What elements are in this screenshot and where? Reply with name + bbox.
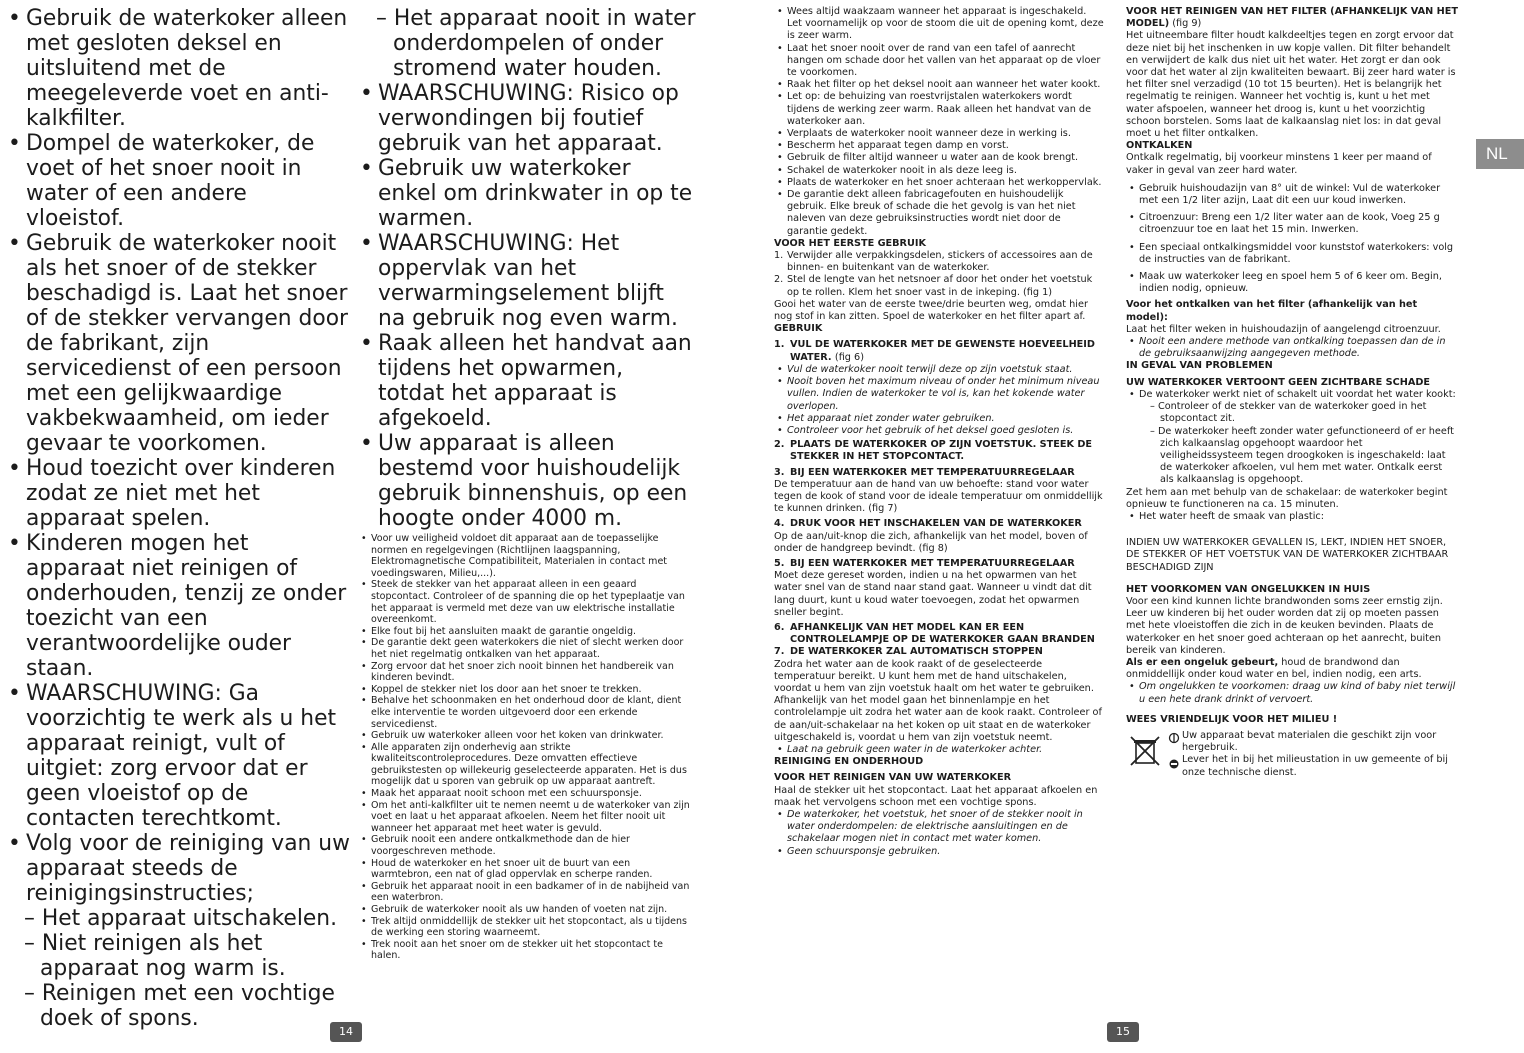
cleaning-step: – Het apparaat uitschakelen. [24, 906, 338, 931]
page-number-14: 14 [330, 1022, 362, 1042]
page14-column2 [360, 6, 696, 1006]
step-5-text: Moet deze gereset worden, indien u na het opwarmen van het water snel van de stand naar stand gaat. Wanneer u vindt dat dit lang duurt, kunt u koud water toevoegen, zodat het opwarmen sneller begint. [774, 570, 1092, 618]
list-item: • Uw apparaat is alleen bestemd voor huishoudelijk gebruik binnenshuis, op een hoogte onder 4000 m. [360, 431, 696, 531]
step-3-title: 3. BIJ EEN WATERKOKER MET TEMPERATUURREGELAAR [774, 466, 1075, 478]
safety-list-small [360, 533, 690, 962]
check-item: – Controleer of de stekker van de waterkoker goed in het stopcontact zit. [1150, 401, 1427, 425]
page14-column1 [8, 6, 350, 1031]
damaged-heading: INDIEN UW WATERKOKER GEVALLEN IS, LEKT, INDIEN HET SNOER, DE STEKKER OF HET VOETSTUK VAN DE WATERKOKER ZICHTBAAR BESCHADIGD ZIJN [1126, 537, 1449, 573]
cleaning-step: – Niet reinigen als het apparaat nog warm is. [24, 931, 286, 981]
safety-list-continued [774, 6, 1104, 238]
list-item: • Maak het apparaat nooit schoon met een schuursponsje. [360, 788, 690, 800]
descale-filter-note [1126, 336, 1458, 360]
list-item: • Schakel de waterkoker nooit in als deze leeg is. [774, 165, 1104, 177]
list-item: • Alle apparaten zijn onderhevig aan strikte kwaliteitscontroleprocedures. Deze omvatten effectieve gebruikstesten op willekeurig geselecteerde apparaten. Het is dus mogelijk dat u sporen van gebruik op uw apparaat aantreft. [360, 742, 690, 788]
step-7-title: 7. DE WATERKOKER ZAL AUTOMATISCH STOPPEN [774, 646, 1043, 658]
list-item: • Citroenzuur: Breng een 1/2 liter water aan de kook, Voeg 25 g citroenzuur toe en laat het 15 min. Inwerken. [1126, 212, 1458, 236]
list-item: • Een speciaal ontkalkingsmiddel voor kunststof waterkokers: volg de instructies van de fabrikant. [1126, 242, 1458, 266]
environment-item: Lever het in bij het milieustation in uw gemeente of bij onze technische dienst. [1182, 754, 1448, 778]
step-4-text: Op de aan/uit-knop die zich, afhankelijk van het model, boven of onder de handgreep bevindt. (fig 8) [774, 530, 1088, 554]
descale-text: Ontkalk regelmatig, bij voorkeur minstens 1 keer per maand of vaker in geval van zeer hard water. [1126, 152, 1432, 176]
list-item: • Het apparaat niet zonder water gebruiken. [774, 413, 1104, 425]
list-item: • Gebruik het apparaat nooit in een badkamer of in de nabijheid van een waterbron. [360, 881, 690, 904]
environment-item: Uw apparaat bevat materialen die geschikt zijn voor hergebruik. [1182, 729, 1437, 754]
list-item: • WAARSCHUWING: Risico op verwondingen bij foutief gebruik van het apparaat. [360, 81, 696, 156]
accidents-text: Voor een kind kunnen lichte brandwonden soms zeer ernstig zijn. Leer uw kinderen bij het ouder worden dat zij op moeten passen met hete vloeistoffen die zich in de keuken bevinden. Plaats de waterkoker en het snoer goed achteraan op het aanrecht, buiten bereik van kinderen. [1126, 595, 1443, 656]
page-number-15: 15 [1107, 1022, 1139, 1042]
list-item: • Geen schuursponsje gebruiken. [774, 846, 1104, 858]
recycle-bin-icon [1128, 734, 1162, 768]
page15-column1 [774, 6, 1104, 1006]
environment-block [1126, 730, 1458, 779]
list-item: • Volg voor de reiniging van uw apparaat steeds de reinigingsinstructies; [8, 831, 350, 906]
immersion-warning: – Het apparaat nooit in water onderdompelen of onder stromend water houden. [376, 6, 696, 81]
list-item: • Steek de stekker van het apparaat alleen in een geaard stopcontact. Controleer of de spanning die op het typeplaatje van het apparaat is vermeld met deze van uw elektrische installatie overeenkomt. [360, 579, 690, 625]
list-item: • Laat na gebruik geen water in de waterkoker achter. [774, 744, 1104, 756]
step-7-note [774, 744, 1104, 756]
list-item: • Houd toezicht over kinderen zodat ze niet met het apparaat spelen. [8, 456, 350, 531]
list-item: • De garantie dekt alleen fabricagefouten en huishoudelijk gebruik. Elke breuk of schade die het gevolg is van het niet naleven van deze gebruiksinstructies wordt niet door de garantie gedekt. [774, 189, 1104, 238]
descale-methods [1126, 183, 1458, 296]
cleaning-step: – Reinigen met een vochtige doek of spons. [24, 981, 335, 1031]
list-item: • WAARSCHUWING: Ga voorzichtig te werk als u het apparaat reinigt, vult of uitgiet: zorg ervoor dat er geen vloeistof op de contacten terechtkomt. [8, 681, 350, 831]
list-item: • Gebruik de waterkoker alleen met gesloten deksel en uitsluitend met de meegeleverde voet en anti-kalkfilter. [8, 6, 350, 131]
step-1-title: 1. VUL DE WATERKOKER MET DE GEWENSTE HOEVEELHEID WATER. (fig 6) [774, 339, 1095, 363]
list-item: • Zorg ervoor dat het snoer zich nooit binnen het handbereik van kinderen bevindt. [360, 661, 690, 684]
list-item: • Controleer voor het gebruik of het deksel goed gesloten is. [774, 425, 1104, 437]
plastic-taste [1126, 511, 1458, 523]
list-item: • WAARSCHUWING: Het oppervlak van het verwarmingselement blijft na gebruik nog even warm. [360, 231, 696, 331]
list-item: • Om ongelukken te voorkomen: draag uw kind of baby niet terwijl u een hete drank drinkt of vervoert. [1126, 681, 1458, 705]
recycle-icon [1168, 732, 1180, 744]
step-5-title: 5. BIJ EEN WATERKOKER MET TEMPERATUURREGELAAR [774, 557, 1075, 569]
list-item: • Raak het filter op het deksel nooit aan wanneer het water kookt. [774, 79, 1104, 91]
plug-icon [1168, 758, 1180, 770]
accident-advice: Als er een ongeluk gebeurt, houd de brandwond dan onmiddellijk onder koud water en bel, indien nodig, een arts. [1126, 656, 1422, 681]
list-item: • Gebruik uw waterkoker alleen voor het koken van drinkwater. [360, 730, 690, 742]
cleaning-heading: REINIGING EN ONDERHOUD [774, 756, 924, 768]
cleaning-text: Haal de stekker uit het stopcontact. Laat het apparaat afkoelen en maak het vervolgens schoon met een vochtige spons. [774, 784, 1098, 808]
list-item: • Om het anti-kalkfilter uit te nemen neemt u de waterkoker van zijn voet en laat u het apparaat afkoelen. Neem het filter nooit uit wanneer het apparaat met heet water is gevuld. [360, 800, 690, 835]
list-item: • Gebruik de waterkoker nooit als het snoer of de stekker beschadigd is. Laat het snoer of de stekker vervangen door de fabrikant, zijn servicedienst of een persoon met een gelijkwaardige vakbekwaamheid, om ieder gevaar te voorkomen. [8, 231, 350, 456]
cleaning-subheading: VOOR HET REINIGEN VAN UW WATERKOKER [774, 772, 1012, 784]
safety-list-1 [8, 6, 350, 906]
list-item: • Plaats de waterkoker en het snoer achteraan het werkoppervlak. [774, 177, 1104, 189]
list-item: • Koppel de stekker niet los door aan het snoer te trekken. [360, 684, 690, 696]
list-item: • Voor uw veiligheid voldoet dit apparaat aan de toepasselijke normen en regelgevingen (Richtlijnen laagspanning, Elektromagnetische Compatibiliteit, Materialen in contact met voedingswaren, Milieu,...). [360, 533, 690, 579]
list-item: • Gebruik huishoudazijn van 8° uit de winkel: Vul de waterkoker met een 1/2 liter azijn, Laat dit een uur koud inwerken. [1126, 183, 1458, 207]
list-item: • Laat het snoer nooit over de rand van een tafel of aanrecht hangen om schade door het vallen van het apparaat op de vloer te voorkomen. [774, 43, 1104, 80]
list-item: • Nooit boven het maximum niveau of onder het minimum niveau vullen. Indien de waterkoker te vol is, kan het kokende water overlopen. [774, 376, 1104, 413]
descale-filter-text: Laat het filter weken in huishoudazijn of aangelengd citroenzuur. [1126, 323, 1441, 335]
step-2-title: 2. PLAATS DE WATERKOKER OP ZIJN VOETSTUK. STEEK DE STEKKER IN HET STOPCONTACT. [774, 439, 1093, 463]
environment-heading: WEES VRIENDELIJK VOOR HET MILIEU ! [1126, 713, 1338, 725]
no-damage-heading: UW WATERKOKER VERTOONT GEEN ZICHTBARE SCHADE [1126, 376, 1430, 388]
list-item: • Verplaats de waterkoker nooit wanneer deze in werking is. [774, 128, 1104, 140]
list-item: • Houd de waterkoker en het snoer uit de buurt van een warmtebron, een nat of glad oppervlak en scherpe randen. [360, 858, 690, 881]
step-4-title: 4. DRUK VOOR HET INSCHAKELEN VAN DE WATERKOKER [774, 518, 1082, 530]
list-item: • Trek altijd onmiddellijk de stekker uit het stopcontact, als u tijdens de werking een storing waarneemt. [360, 916, 690, 939]
list-item: • De waterkoker, het voetstuk, het snoer of de stekker nooit in water onderdompelen: de elektrische aansluitingen en de schakelaar mogen niet in contact met water komen. [774, 809, 1104, 846]
accident-note [1126, 681, 1458, 705]
list-item: • Trek nooit aan het snoer om de stekker uit het stopcontact te halen. [360, 939, 690, 962]
list-item: • Gebruik de filter altijd wanneer u water aan de kook brengt. [774, 152, 1104, 164]
first-use-note: Gooi het water van de eerste twee/drie beurten weg, omdat hier nog stof in kan zitten. Spoel de waterkoker en het filter apart af. [774, 298, 1088, 323]
accidents-heading: HET VOORKOMEN VAN ONGELUKKEN IN HUIS [1126, 583, 1371, 595]
step-7-text: Zodra het water aan de kook raakt of de geselecteerde temperatuur bereikt. U kunt hem met de hand uitschakelen, voordat u hem van zijn voetstuk haalt om het water te gebruiken. Afhankelijk van het model gaan het binnenlampje en het controlelampje uit zodra het water aan de kook raakt. Controleer of de aan/uit-schakelaar na het koken op uit staat en de waterkoker uitgeschakeld is, voordat u hem van zijn voetstuk neemt. [774, 658, 1102, 743]
use-heading: GEBRUIK [774, 323, 823, 335]
list-item: • Vul de waterkoker nooit terwijl deze op zijn voetstuk staat. [774, 364, 1104, 376]
no-damage-list [1126, 389, 1458, 401]
list-item: • Nooit een andere methode van ontkalking toepassen dan de in de gebruiksaanwijzing aangegeven methode. [1126, 336, 1458, 360]
first-use-step: 2. Stel de lengte van het netsnoer af door het onder het voetstuk op te rollen. Klem het snoer vast in de inkeping. (fig 1) [774, 274, 1093, 298]
problems-heading: IN GEVAL VAN PROBLEMEN [1126, 360, 1273, 372]
step-1-notes [774, 364, 1104, 437]
list-item: • Behalve het schoonmaken en het onderhoud door de klant, dient elke interventie te worden uitgevoerd door een erkende servicedienst. [360, 695, 690, 730]
warning-list [360, 81, 696, 531]
list-item: • Maak uw waterkoker leeg en spoel hem 5 of 6 keer om. Begin, indien nodig, opnieuw. [1126, 271, 1458, 295]
first-use-step: 1. Verwijder alle verpakkingsdelen, stickers of accessoires aan de binnen- en buitenkant van de waterkoker. [774, 250, 1093, 274]
list-item: • Kinderen mogen het apparaat niet reinigen of onderhouden, tenzij ze onder toezicht van een verantwoordelijke ouder staan. [8, 531, 350, 681]
list-item: • Gebruik uw waterkoker enkel om drinkwater in op te warmen. [360, 156, 696, 231]
page15-column2 [1126, 6, 1458, 1006]
no-damage-text: Zet hem aan met behulp van de schakelaar: de waterkoker begint opnieuw te functioneren na ca. 15 minuten. [1126, 486, 1448, 510]
descale-heading: ONTKALKEN [1126, 140, 1193, 152]
filter-text: Het uitneembare filter houdt kalkdeeltjes tegen en zorgt ervoor dat deze niet bij het inschenken in uw kopje vallen. Dit filter behandelt en verwijdert de kalk dus niet uit het water. Het zorgt er dan ook voor dat het water al zijn kwaliteiten bewaart. Bij zeer hard water is het filter snel verzadigd (10 tot 15 beurten). Het is belangrijk het regelmatig te reinigen. Wanneer het vochtig is, kunt u het met water afspoelen, wanneer het droog is, kunt u het voorzichtig schoon borstelen. Soms laat de kalkaanslag niet los: in dat geval moet u het filter ontkalken. [1126, 30, 1456, 140]
filter-heading: VOOR HET REINIGEN VAN HET FILTER (AFHANKELIJK VAN HET MODEL) (fig 9) [1126, 6, 1458, 30]
first-use-heading: VOOR HET EERSTE GEBRUIK [774, 237, 926, 249]
list-item: • De waterkoker werkt niet of schakelt uit voordat het water kookt: [1126, 389, 1458, 401]
check-item: – De waterkoker heeft zonder water gefunctioneerd of er heeft zich kalkaanslag opgehoopt waardoor het veiligheidssysteem tegen droogkoken is ingeschakeld: laat de waterkoker afkoelen, vul hem met water. Ontkalk eerst als kalkaanslag is opgehoopt. [1150, 425, 1454, 486]
list-item: • Bescherm het apparaat tegen damp en vorst. [774, 140, 1104, 152]
cleaning-notes [774, 809, 1104, 858]
list-item: • Let op: de behuizing van roestvrijstalen waterkokers wordt tijdens de werking zeer warm. Raak alleen het handvat van de waterkoker aan. [774, 91, 1104, 128]
list-item: • Gebruik nooit een andere ontkalkmethode dan de hier voorgeschreven methode. [360, 834, 690, 857]
step-6-title: 6. AFHANKELIJK VAN HET MODEL KAN ER EEN CONTROLELAMPJE OP DE WATERKOKER GAAN BRANDEN [774, 621, 1095, 646]
list-item: • Dompel de waterkoker, de voet of het snoer nooit in water of een andere vloeistof. [8, 131, 350, 231]
list-item: • Raak alleen het handvat aan tijdens het opwarmen, totdat het apparaat is afgekoeld. [360, 331, 696, 431]
list-item: • Het water heeft de smaak van plastic: [1126, 511, 1458, 523]
step-3-text: De temperatuur aan de hand van uw behoefte: stand voor water tegen de kook of stand voor de ideale temperatuur om onmiddellijk te kunnen drinken. (fig 7) [774, 478, 1103, 515]
list-item: • De garantie dekt geen waterkokers die niet of slecht werken door het niet regelmatig ontkalken van het apparaat. [360, 637, 690, 660]
list-item: • Wees altijd waakzaam wanneer het apparaat is ingeschakeld. Let voornamelijk op voor de stoom die uit de opening komt, deze is zeer warm. [774, 6, 1104, 43]
list-item: • Gebruik de waterkoker nooit als uw handen of voeten nat zijn. [360, 904, 690, 916]
language-tab: NL [1476, 139, 1524, 169]
list-item: • Elke fout bij het aansluiten maakt de garantie ongeldig. [360, 626, 690, 638]
descale-filter-heading: Voor het ontkalken van het filter (afhankelijk van het model): [1126, 299, 1418, 323]
